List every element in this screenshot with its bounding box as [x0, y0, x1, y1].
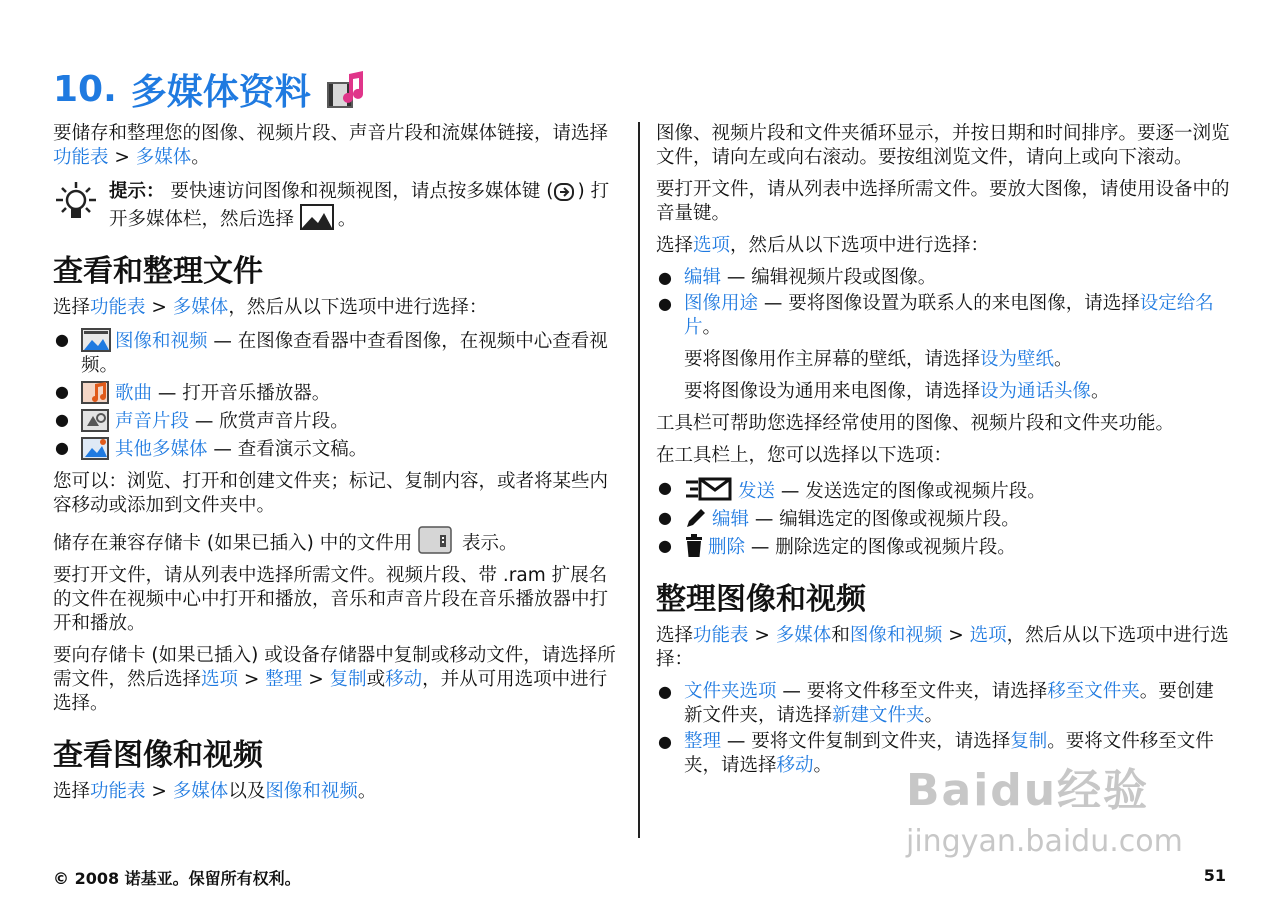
options-link[interactable]: 选项 — [969, 625, 1007, 646]
send-link[interactable]: 发送 — [738, 481, 776, 502]
chapter-number: 10. — [53, 69, 117, 110]
section-nav-text: 选择功能表 > 多媒体以及图像和视频。 — [53, 781, 377, 802]
delete-link[interactable]: 删除 — [708, 537, 746, 558]
body-paragraph: 要向存储卡 (如果已插入) 或设备存储器中复制或移动文件，请选择所需文件，然后选择选项 > 整理 > 复制或移动，并从可用选项中进行选择。 — [53, 645, 616, 714]
new-folder-link[interactable]: 新建文件夹 — [832, 705, 925, 726]
tip-text: 提示： 要快速访问图像和视频视图，请点按多媒体键 ( ) 打开多媒体栏，然后选择 。 — [109, 181, 610, 230]
body-paragraph: 选择选项，然后从以下选项中进行选择： — [656, 235, 990, 256]
body-paragraph: 要打开文件，请从列表中选择所需文件。要放大图像，请使用设备中的音量键。 — [656, 179, 1230, 224]
send-icon — [684, 476, 734, 502]
intro-paragraph: 要储存和整理您的图像、视频片段、声音片段和流媒体链接，请选择功能表 > 多媒体。 — [53, 123, 609, 168]
options-link[interactable]: 选项 — [693, 235, 731, 256]
right-column — [656, 122, 1231, 786]
image-options-list — [656, 266, 1231, 340]
page-number: 51 — [1203, 866, 1226, 885]
move-to-folder-link[interactable]: 移至文件夹 — [1047, 681, 1140, 702]
images-videos-icon — [81, 328, 111, 352]
gallery-link[interactable]: 多媒体 — [775, 625, 832, 646]
gallery-link[interactable]: 多媒体 — [172, 781, 229, 802]
music-icon — [81, 380, 111, 404]
move-link[interactable]: 移动 — [385, 669, 423, 690]
move-link[interactable]: 移动 — [776, 755, 814, 776]
multimedia-key-icon — [554, 182, 574, 202]
list-item: ● 编辑 — 编辑选定的图像或视频片段。 — [656, 506, 1231, 532]
section-nav-text: 选择功能表 > 多媒体，然后从以下选项中进行选择： — [53, 297, 488, 318]
toolbar-options-list — [656, 476, 1231, 560]
list-item: ● 其他多媒体 — 查看演示文稿。 — [53, 436, 623, 462]
chapter-title: 多媒体资料 — [130, 72, 311, 113]
section-title-view-images: 查看图像和视频 — [53, 738, 263, 773]
edit-link[interactable]: 编辑 — [684, 267, 722, 288]
menu-link[interactable]: 功能表 — [90, 781, 146, 802]
multimedia-icon — [325, 70, 367, 110]
memory-card-icon — [418, 526, 452, 554]
left-column — [53, 122, 623, 812]
sub-paragraph: 要将图像用作主屏幕的壁纸，请选择设为壁纸。 — [684, 349, 1073, 370]
list-item: ● 文件夹选项 — 要将文件移至文件夹，请选择移至文件夹。要创建新文件夹，请选择新建文件夹。 — [656, 680, 1231, 728]
body-paragraph: 您可以：浏览、打开和创建文件夹；标记、复制内容，或者将某些内容移动或添加到文件夹中。 — [53, 471, 609, 516]
watermark-url: jingyan.baidu.com — [906, 824, 1183, 859]
section-nav-text: 选择功能表 > 多媒体和图像和视频 > 选项，然后从以下选项中进行选择： — [656, 625, 1229, 670]
body-paragraph: 要打开文件，请从列表中选择所需文件。视频片段、带 .ram 扩展名的文件在视频中心中打开和播放，音乐和声音片段在音乐播放器中打开和播放。 — [53, 565, 609, 634]
edit-link[interactable]: 编辑 — [712, 509, 750, 530]
organize-options-list — [656, 680, 1231, 778]
copy-link[interactable]: 复制 — [329, 669, 367, 690]
set-wallpaper-link[interactable]: 设为壁纸 — [980, 349, 1055, 370]
body-paragraph: 工具栏可帮助您选择经常使用的图像、视频片段和文件夹功能。 — [656, 413, 1175, 434]
chapter-heading — [53, 64, 367, 115]
list-item: ● 图像和视频 — 在图像查看器中查看图像，在视频中心查看视频。 — [53, 328, 623, 378]
list-item: ● 图像用途 — 要将图像设置为联系人的来电图像，请选择设定给名片。 — [656, 292, 1231, 340]
options-link[interactable]: 选项 — [201, 669, 239, 690]
list-item: ● 发送 — 发送选定的图像或视频片段。 — [656, 476, 1231, 504]
list-item: ● 声音片段 — 欣赏声音片段。 — [53, 408, 623, 434]
sub-paragraph: 要将图像设为通用来电图像，请选择设为通话头像。 — [684, 381, 1110, 402]
images-videos-link[interactable]: 图像和视频 — [849, 625, 943, 646]
gallery-options-list — [53, 328, 623, 462]
gallery-link[interactable]: 多媒体 — [172, 297, 229, 318]
gallery-link[interactable]: 多媒体 — [135, 147, 192, 168]
menu-link[interactable]: 功能表 — [90, 297, 146, 318]
body-paragraph: 图像、视频片段和文件夹循环显示，并按日期和时间排序。要逐一浏览文件，请向左或向右滚动。要按组浏览文件，请向上或向下滚动。 — [656, 123, 1230, 168]
sound-clips-link[interactable]: 声音片段 — [115, 411, 190, 432]
images-videos-link[interactable]: 图像和视频 — [115, 331, 208, 352]
organize-link[interactable]: 整理 — [265, 669, 303, 690]
list-item: ● 歌曲 — 打开音乐播放器。 — [53, 380, 623, 406]
trash-icon — [684, 534, 704, 558]
column-divider — [638, 122, 640, 838]
lightbulb-icon — [53, 180, 99, 224]
copy-link[interactable]: 复制 — [1010, 731, 1048, 752]
section-title-organize-images: 整理图像和视频 — [656, 582, 866, 617]
body-paragraph: 储存在兼容存储卡 (如果已插入) 中的文件用 表示。 — [53, 526, 623, 556]
organize-link[interactable]: 整理 — [684, 731, 722, 752]
other-media-link[interactable]: 其他多媒体 — [115, 439, 208, 460]
section-title-view-organize: 查看和整理文件 — [53, 254, 263, 289]
assign-to-contact-link[interactable]: 设定给名片 — [684, 293, 1214, 338]
sound-clip-icon — [81, 408, 111, 432]
tip-box — [53, 180, 623, 232]
menu-link[interactable]: 功能表 — [53, 147, 109, 168]
songs-link[interactable]: 歌曲 — [115, 383, 153, 404]
list-item: ● 编辑 — 编辑视频片段或图像。 — [656, 266, 1231, 290]
set-call-image-link[interactable]: 设为通话头像 — [980, 381, 1092, 402]
list-item: ● 整理 — 要将文件复制到文件夹，请选择复制。要将文件移至文件夹，请选择移动。 — [656, 730, 1231, 778]
watermark-logo-text: Baidu经验 — [906, 765, 1150, 816]
use-image-link[interactable]: 图像用途 — [684, 293, 759, 314]
body-paragraph: 在工具栏上，您可以选择以下选项： — [656, 445, 953, 466]
pencil-icon — [684, 506, 708, 530]
other-media-icon — [81, 436, 111, 460]
photo-icon — [300, 204, 334, 230]
menu-link[interactable]: 功能表 — [693, 625, 749, 646]
copyright-text: © 2008 诺基亚。保留所有权利。 — [53, 869, 301, 888]
list-item: ● 删除 — 删除选定的图像或视频片段。 — [656, 534, 1231, 560]
images-videos-link[interactable]: 图像和视频 — [265, 781, 358, 802]
folder-options-link[interactable]: 文件夹选项 — [684, 681, 777, 702]
